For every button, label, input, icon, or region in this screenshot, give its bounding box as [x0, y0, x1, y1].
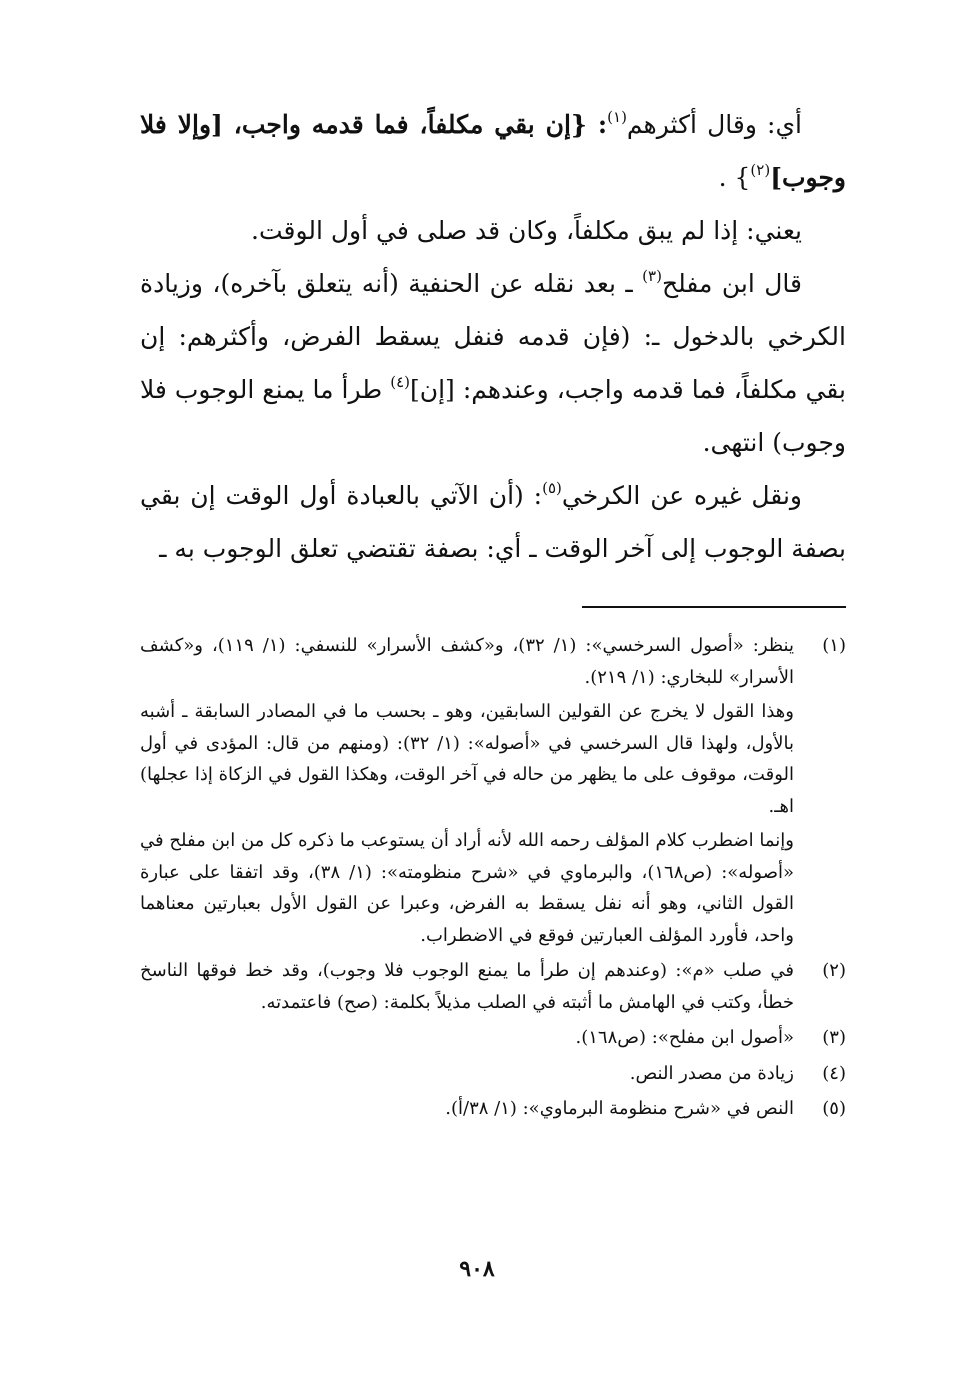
paragraph-3-text-c: طرأ ما يمنع الوجوب فلا وجوب) انتهى. — [140, 375, 846, 457]
footnote-4-text: زيادة من مصدر النص. — [629, 1062, 794, 1084]
footnote-separator — [582, 606, 846, 608]
footnote-number: (٢) — [822, 960, 846, 981]
footnote-number: (١) — [822, 635, 846, 656]
paragraph-3-text-a: قال ابن مفلح — [661, 269, 802, 298]
paragraph-3 — [140, 257, 846, 469]
paragraph-1-quote: : {إن بقي مكلفاً، فما قدمه واجب، [وإلا فلا وجوب] — [140, 110, 846, 192]
footnote-3-text: «أصول ابن مفلح»: (ص١٦٨). — [575, 1027, 794, 1048]
paragraph-1-text-a: أي: وقال أكثرهم — [626, 110, 802, 139]
footnote-ref-5[interactable]: (٥) — [542, 479, 562, 497]
footnotes — [140, 630, 846, 1125]
footnote-ref-2[interactable]: (٢) — [750, 161, 771, 179]
paragraph-1 — [140, 98, 846, 204]
footnote-number: (٤) — [822, 1062, 846, 1084]
footnote-ref-1[interactable]: (١) — [607, 108, 627, 126]
footnote-1-sources: ينظر: «أصول السرخسي»: (١/ ٣٢)، و«كشف الأسرار» للنسفي: (١/ ١١٩)، و«كشف الأسرار» للبخاري: (١/ ٢١٩). — [140, 635, 794, 688]
footnote-1 — [140, 630, 846, 951]
paragraph-4-text-b: : (أن الآتي بالعبادة أول الوقت إن بقي بصفة الوجوب إلى آخر الوقت ـ أي: بصفة تقتضي تعلق الوجوب به ـ — [140, 481, 846, 563]
footnote-number: (٥) — [822, 1098, 846, 1119]
footnote-2 — [140, 955, 846, 1018]
footnote-4 — [140, 1058, 846, 1090]
paragraph-4-text-a: ونقل غيره عن الكرخي — [561, 481, 802, 510]
footnote-ref-4[interactable]: (٤) — [390, 373, 410, 391]
main-text — [140, 98, 846, 575]
paragraph-2: يعني: إذا لم يبق مكلفاً، وكان قد صلى في أول الوقت. — [251, 216, 802, 245]
paragraph-4 — [140, 469, 846, 575]
paragraph-3-text-b: ـ بعد نقله عن الحنفية (أنه يتعلق بآخره)، وزيادة الكرخي بالدخول ـ: (فإن قدمه فنفل يسقط الفرض، وأكثرهم: إن بقي مكلفاً، فما قدمه واجب، وعندهم: [إن] — [140, 269, 847, 404]
page-number: ٩٠٨ — [459, 1256, 495, 1282]
footnote-3 — [140, 1022, 846, 1054]
footnote-5 — [140, 1093, 846, 1125]
footnote-2-text: في صلب «م»: (وعندهم إن طرأ ما يمنع الوجوب فلا وجوب)، وقد خط فوقها الناسخ خطأ، وكتب في الهامش ما أثبته في الصلب مذيلاً بكلمة: (صح) فاعتمدته. — [140, 960, 794, 1013]
footnote-number: (٣) — [822, 1027, 846, 1048]
footnote-ref-3[interactable]: (٣) — [642, 267, 662, 285]
paragraph-1-text-c: } . — [718, 163, 751, 192]
footnote-5-text: النص في «شرح منظومة البرماوي»: (١/ ٣٨/أ). — [445, 1098, 794, 1119]
footnote-1-explanation: وإنما اضطرب كلام المؤلف رحمه الله لأنه أراد أن يستوعب ما ذكره كل من ابن مفلح في «أصوله»: (ص١٦٨)، والبرماوي في «شرح منظومته»: (١/ ٣٨)، وقد اتفقا على عبارة القول الثاني، وهو أنه نفل يسقط به الفرض، وعبرا عن القول الأول بعبارتين معناهما واحد، فأورد المؤلف العبارتين فوقع في الاضطراب. — [140, 830, 795, 946]
footnote-1-comment: وهذا القول لا يخرج عن القولين السابقين، وهو ـ بحسب ما في المصادر السابقة ـ أشبه بالأول، ولهذا قال السرخسي في «أصوله»: (١/ ٣٢): (ومنهم من قال: المؤدى في أول الوقت، موقوف على ما يظهر من حاله في آخر الوقت، وهكذا القول في الزكاة إذا عجلها) اهـ. — [140, 701, 794, 817]
